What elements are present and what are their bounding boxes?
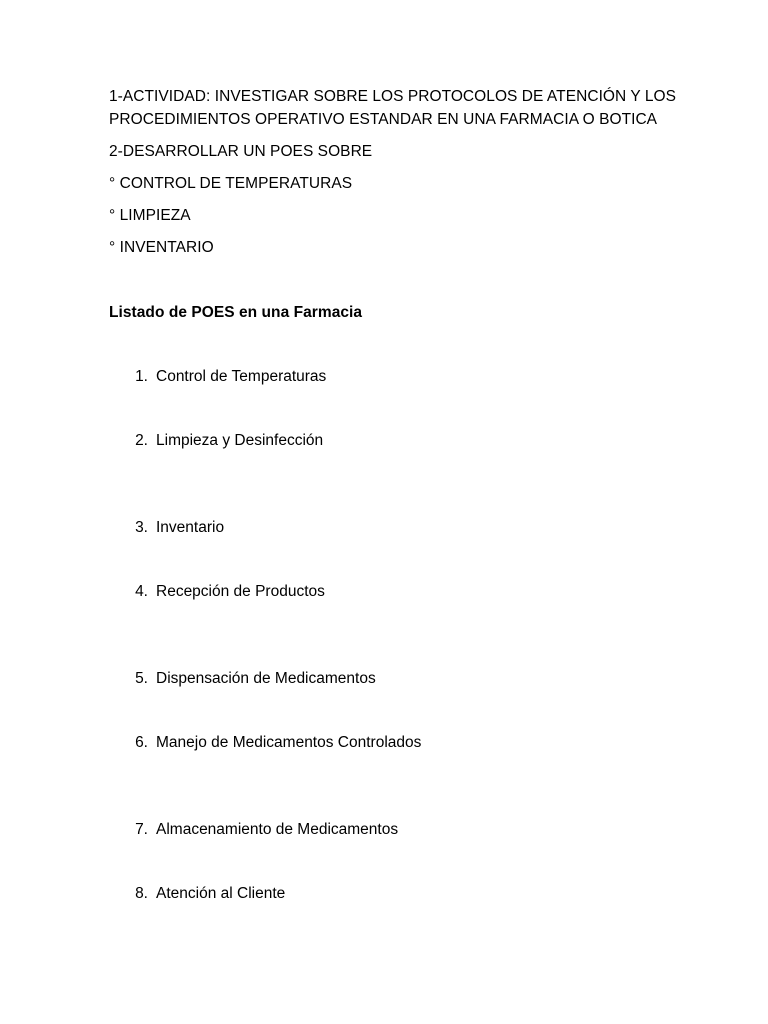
list-item-number: 6.	[135, 734, 148, 751]
list-item-number: 3.	[135, 519, 148, 536]
list-item-number: 5.	[135, 670, 148, 687]
list-item-number: 8.	[135, 885, 148, 902]
list-item-text: Recepción de Productos	[156, 583, 325, 600]
list-item-number: 1.	[135, 368, 148, 385]
bullet-temperatures: ° CONTROL DE TEMPERATURAS	[109, 175, 353, 192]
activity-line-2: PROCEDIMIENTOS OPERATIVO ESTANDAR EN UNA FARMACIA O BOTICA	[109, 111, 658, 128]
list-item-text: Almacenamiento de Medicamentos	[156, 821, 399, 838]
activity-line-1: 1-ACTIVIDAD: INVESTIGAR SOBRE LOS PROTOCOLOS DE ATENCIÓN Y LOS	[109, 88, 676, 105]
list-item-number: 2.	[135, 432, 148, 449]
list-item-text: Manejo de Medicamentos Controlados	[156, 734, 422, 751]
list-item-text: Dispensación de Medicamentos	[156, 670, 376, 687]
bullet-inventory: ° INVENTARIO	[109, 239, 214, 256]
list-item-text: Inventario	[156, 519, 225, 536]
list-item-text: Limpieza y Desinfección	[156, 432, 324, 449]
list-item-number: 4.	[135, 583, 148, 600]
list-title: Listado de POES en una Farmacia	[109, 304, 363, 321]
develop-line: 2-DESARROLLAR UN POES SOBRE	[109, 143, 373, 160]
list-item-number: 7.	[135, 821, 148, 838]
list-item-text: Control de Temperaturas	[156, 368, 327, 385]
bullet-cleaning: ° LIMPIEZA	[109, 207, 191, 224]
list-item-text: Atención al Cliente	[156, 885, 286, 902]
